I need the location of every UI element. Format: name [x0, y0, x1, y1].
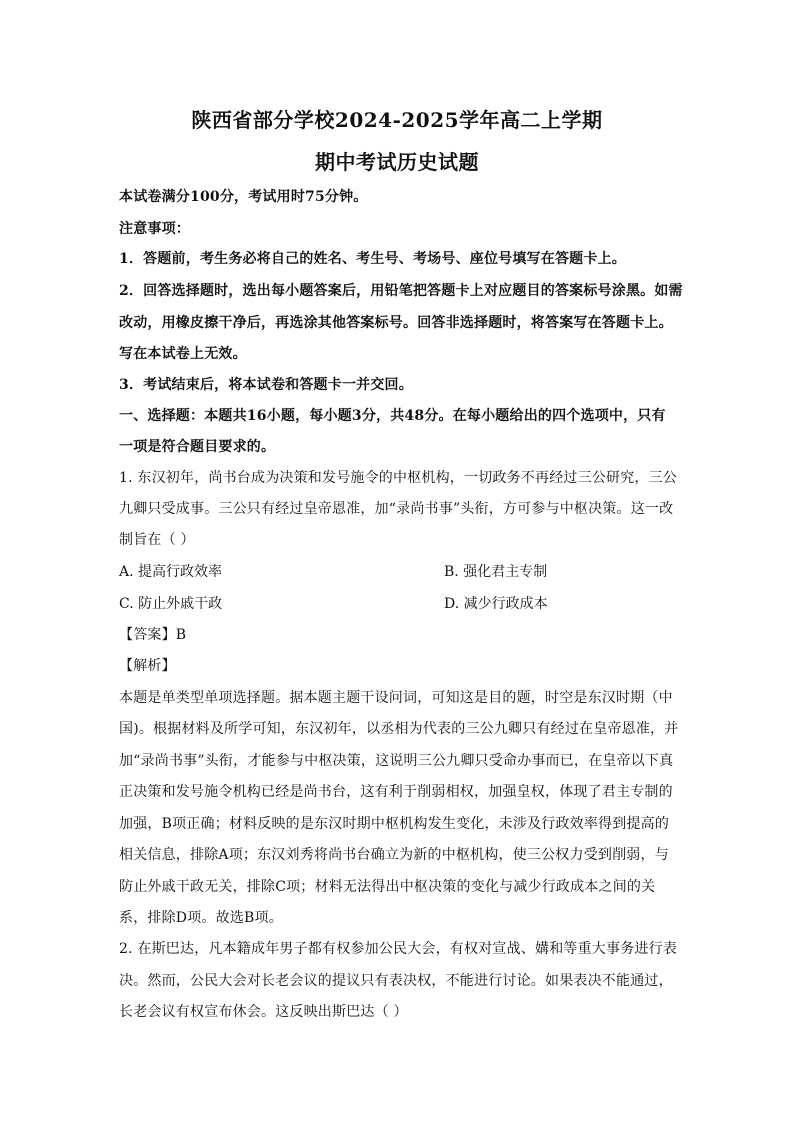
notice-item-3: 3．考试结束后，将本试卷和答题卡一并交回。 [119, 377, 413, 393]
analysis-line-7: 防止外戚干政无关，排除C项；材料无法得出中枢决策的变化与减少行政成本之间的关 [119, 879, 656, 895]
analysis-line-5: 加强，B项正确；材料反映的是东汉时期中枢机构发生变化，未涉及行政效率得到提高的 [119, 816, 670, 832]
question-2-line2: 决。然而，公民大会对长老会议的提议只有表决权，不能进行讨论。如果表决不能通过， [119, 973, 673, 989]
exam-title: 陕西省部分学校2024-2025学年高二上学期 [191, 108, 603, 132]
question-1-line3: 制旨在（ ） [119, 532, 195, 548]
question-1-line1: 1. 东汉初年，尚书台成为决策和发号施令的中枢机构，一切政务不再经过三公研究，三公 [119, 470, 678, 486]
analysis-line-1: 本题是单类型单项选择题。据本题主题干设问词，可知这是目的题，时空是东汉时期（中 [119, 690, 673, 706]
notice-item-2-line1: 2．回答选择题时，选出每小题答案后，用铅笔把答题卡上对应题目的答案标号涂黑。如需 [119, 283, 683, 299]
exam-info: 本试卷满分100分，考试用时75分钟。 [119, 189, 368, 205]
question-1-option-c: C. 防止外戚干政 [119, 596, 223, 612]
question-1-option-b: B. 强化君主专制 [444, 564, 548, 580]
section-heading-line1: 一、选择题：本题共16小题，每小题3分，共48分。在每小题给出的四个选项中，只有 [119, 408, 666, 424]
analysis-line-3: 加“录尚书事”头衔，才能参与中枢决策，这说明三公九卿只受命办事而已，在皇帝以下真 [119, 753, 674, 769]
section-heading-line2: 一项是符合题目要求的。 [119, 439, 276, 455]
exam-subtitle: 期中考试历史试题 [315, 150, 479, 174]
analysis-line-8: 系，排除D项。故选B项。 [119, 910, 283, 926]
question-1-line2: 九卿只受成事。三公只有经过皇帝恩准，加“录尚书事”头衔，方可参与中枢决策。这一改 [119, 501, 674, 517]
question-1-option-d: D. 减少行政成本 [444, 596, 548, 612]
question-2-line1: 2. 在斯巴达，凡本籍成年男子都有权参加公民大会，有权对宣战、媾和等重大事务进行表 [119, 941, 678, 957]
analysis-line-2: 国)。根据材料及所学可知，东汉初年，以丞相为代表的三公九卿只有经过在皇帝恩准，并 [119, 721, 679, 737]
analysis-line-6: 相关信息，排除A项；东汉刘秀将尚书台确立为新的中枢机构，使三公权力受到削弱，与 [119, 847, 669, 863]
question-1-answer: 【答案】B [119, 627, 187, 643]
question-1-option-a: A. 提高行政效率 [119, 564, 223, 580]
question-1-analysis-heading: 【解析】 [119, 658, 176, 674]
notice-item-1: 1．答题前，考生务必将自己的姓名、考生号、考场号、座位号填写在答题卡上。 [119, 251, 626, 267]
notice-heading: 注意事项： [119, 221, 190, 237]
notice-item-2-line2: 改动，用橡皮擦干净后，再选涂其他答案标号。回答非选择题时，将答案写在答题卡上。 [119, 315, 673, 331]
question-2-line3: 长老会议有权宣布休会。这反映出斯巴达（ ） [119, 1004, 408, 1020]
analysis-line-4: 正决策和发号施令机构已经是尚书台，这有利于削弱相权，加强皇权，体现了君主专制的 [119, 784, 673, 800]
notice-item-2-line3: 写在本试卷上无效。 [119, 346, 247, 362]
